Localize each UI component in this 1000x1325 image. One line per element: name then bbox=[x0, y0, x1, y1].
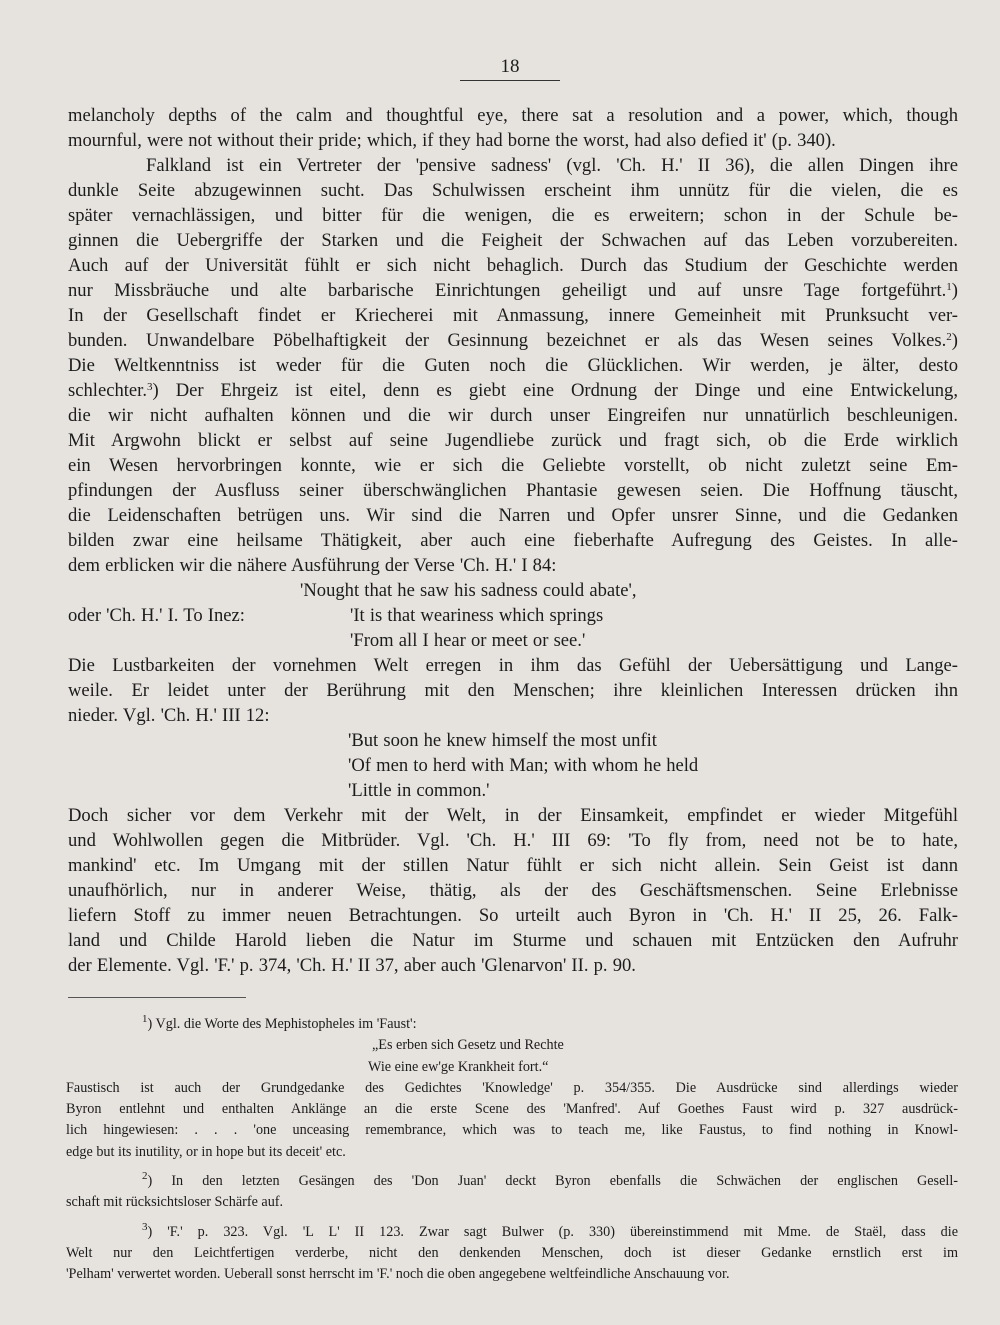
body-line: bilden zwar eine heilsame Thätigkeit, aber auch eine fieberhafte Aufregung des Geistes. In alle- bbox=[68, 530, 958, 551]
footnote-line: $^1$) Vgl. die Worte des Mephistopheles im 'Faust': bbox=[142, 1013, 417, 1032]
body-line: liefern Stoff zu immer neuen Betrachtungen. So urteilt auch Byron in 'Ch. H.' II 25, 26. Falk- bbox=[68, 905, 958, 926]
footnotes bbox=[66, 1014, 958, 1286]
body-line: dem erblicken wir die nähere Ausführung der Verse 'Ch. H.' I 84: bbox=[68, 555, 557, 576]
body-line: ginnen die Uebergriffe der Starken und die Feigheit der Schwachen auf das Leben vorzubereiten. bbox=[68, 230, 958, 251]
line-text: In den letzten Gesängen des 'Don Juan' deckt Byron ebenfalls die Schwächen der englischen Gesell- bbox=[171, 1173, 958, 1190]
verse-line bbox=[68, 603, 958, 628]
body-line: mankind' etc. Im Umgang mit der stillen Natur fühlt er sich nicht allein. Sein Geist ist dann bbox=[68, 855, 958, 876]
footnote-line: $^3$) 'F.' p. 323. Vgl. 'L L' II 123. Zwar sagt Bulwer (p. 330) übereinstimmend mit Mme. de Staël, dass die bbox=[142, 1220, 959, 1240]
body-line: dunkle Seite abzugewinnen sucht. Das Schulwissen erscheint ihm unnütz für die vielen, die es bbox=[68, 180, 958, 201]
body-line: weile. Er leidet unter der Berührung mit den Menschen; ihre kleinlichen Interessen drücken ihn bbox=[68, 680, 958, 701]
footnote-quote: Wie eine ew'ge Krankheit fort.“ bbox=[368, 1058, 549, 1075]
body-line: nieder. Vgl. 'Ch. H.' III 12: bbox=[68, 705, 270, 726]
main-text bbox=[68, 103, 958, 978]
line-text: bunden. Unwandelbare Pöbelhaftigkeit der Gesinnung bezeichnet er als das Wesen seines Volkes. bbox=[68, 330, 947, 351]
body-line: ein Wesen hervorbringen konnte, wie er sich die Geliebte vorstellt, ob nicht zuletzt seine Em- bbox=[68, 455, 958, 476]
body-line: Die Weltkenntniss ist weder für die Guten noch die Glücklichen. Wir werden, je älter, desto bbox=[68, 355, 958, 376]
footnote-ref: 3 bbox=[147, 381, 153, 393]
body-line: unaufhörlich, nur in anderer Weise, thätig, als der des Geschäftsmenschen. Seine Erlebnisse bbox=[68, 880, 958, 901]
verse-text: 'From all I hear or meet or see.' bbox=[350, 630, 586, 651]
body-line: In der Gesellschaft findet er Kriecherei mit Anmassung, innere Gemeinheit mit Prunksucht ver- bbox=[68, 305, 958, 326]
footnote-mark: 2 bbox=[142, 1170, 148, 1183]
verse-line: 'Of men to herd with Man; with whom he held bbox=[348, 755, 699, 776]
verse-lead: oder 'Ch. H.' I. To Inez: bbox=[68, 605, 245, 626]
line-text: 'F.' p. 323. Vgl. 'L L' II 123. Zwar sagt Bulwer (p. 330) übereinstimmend mit Mme. de Staël, dass die bbox=[167, 1223, 959, 1240]
footnote-divider bbox=[68, 997, 246, 998]
body-line: schlechter.$^3$) Der Ehrgeiz ist eitel, denn es giebt eine Ordnung der Dinge und eine Entwickelung, bbox=[68, 380, 958, 401]
footnote-line: lich hingewiesen: . . . 'one unceasing remembrance, which was to teach me, like Faustus, to find nothing in Knowl- bbox=[66, 1122, 958, 1139]
verse-line bbox=[68, 628, 958, 653]
body-line: Doch sicher vor dem Verkehr mit der Welt, in der Einsamkeit, empfindet er wieder Mitgefühl bbox=[68, 805, 958, 826]
body-line: der Elemente. Vgl. 'F.' p. 374, 'Ch. H.' II 37, aber auch 'Glenarvon' II. p. 90. bbox=[68, 955, 636, 976]
body-line: die wir nicht aufhalten können und die wir durch unser Eingreifen nur unnatürlich beschleunigen. bbox=[68, 405, 958, 426]
footnote-mark: 1 bbox=[142, 1013, 148, 1025]
body-line: Die Lustbarkeiten der vornehmen Welt erregen in ihm das Gefühl der Uebersättigung und Lange- bbox=[68, 655, 958, 676]
line-text: Der Ehrgeiz ist eitel, denn es giebt eine Ordnung der Dinge und eine Entwickelung, bbox=[175, 380, 958, 401]
footnote-line: $^2$) In den letzten Gesängen des 'Don Juan' deckt Byron ebenfalls die Schwächen der englischen Gesell- bbox=[142, 1170, 958, 1190]
footnote-ref: 1 bbox=[946, 281, 952, 293]
body-line: später vernachlässigen, und bitter für die wenigen, die es erweitern; schon in der Schule be- bbox=[68, 205, 958, 226]
body-line: mournful, were not without their pride; which, if they had borne the worst, had also defied it' (p. 340). bbox=[68, 130, 836, 151]
verse-line: 'Nought that he saw his sadness could abate', bbox=[300, 580, 637, 601]
footnote-line: schaft mit rücksichtsloser Schärfe auf. bbox=[66, 1194, 284, 1211]
verse-text: 'It is that weariness which springs bbox=[350, 605, 604, 626]
footnote-line: 'Pelham' verwertet worden. Ueberall sonst herrscht im 'F.' noch die oben angegebene weltfeindliche Anschauung vor. bbox=[66, 1266, 730, 1283]
body-line: Mit Argwohn blickt er selbst auf seine Jugendliebe zurück und fragt sich, ob die Erde wirklich bbox=[68, 430, 958, 451]
body-line: pfindungen der Ausfluss seiner überschwänglichen Phantasie gewesen seien. Die Hoffnung täuscht, bbox=[68, 480, 958, 501]
footnote-quote: „Es erben sich Gesetz und Rechte bbox=[372, 1037, 564, 1054]
body-line: melancholy depths of the calm and thoughtful eye, there sat a resolution and a power, which, though bbox=[68, 105, 958, 126]
body-line: die Leidenschaften betrügen uns. Wir sind die Narren und Opfer unsrer Sinne, und die Gedanken bbox=[68, 505, 958, 526]
page-number: 18 bbox=[460, 56, 560, 81]
footnote-line: Faustisch ist auch der Grundgedanke des Gedichtes 'Knowledge' p. 354/355. Die Ausdrücke sind allerdings wieder bbox=[66, 1079, 958, 1096]
verse-line: 'But soon he knew himself the most unfit bbox=[348, 730, 657, 751]
footnote-line: edge but its inutility, or in hope but its deceit' etc. bbox=[66, 1143, 346, 1160]
footnote-mark: 3 bbox=[142, 1220, 148, 1233]
body-line: bunden. Unwandelbare Pöbelhaftigkeit der Gesinnung bezeichnet er als das Wesen seines Volkes.$^2$) bbox=[68, 330, 958, 351]
body-line: nur Missbräuche und alte barbarische Einrichtungen geheiligt und auf unsre Tage fortgeführt.$^1$) bbox=[68, 280, 958, 301]
footnote-ref: 2 bbox=[946, 331, 952, 343]
footnote-line: Welt nur den Leichtfertigen verderbe, nicht den denkenden Menschen, doch ist dieser Gedanke ernstlich erst im bbox=[66, 1244, 958, 1261]
body-line: Falkland ist ein Vertreter der 'pensive sadness' (vgl. 'Ch. H.' II 36), die allen Dingen ihre bbox=[146, 155, 958, 176]
body-line: Auch auf der Universität fühlt er sich nicht behaglich. Durch das Studium der Geschichte werden bbox=[68, 255, 958, 276]
line-text: nur Missbräuche und alte barbarische Einrichtungen geheiligt und auf unsre Tage fortgeführt. bbox=[68, 280, 947, 301]
body-line: und Wohlwollen gegen die Mitbrüder. Vgl. 'Ch. H.' III 69: 'To fly from, need not be to hate, bbox=[68, 830, 958, 851]
footnote-line: Byron entlehnt und enthalten Anklänge an die erste Scene des 'Manfred'. Auf Goethes Faust wird p. 327 ausdrück- bbox=[66, 1101, 958, 1118]
line-text: schlechter. bbox=[68, 380, 147, 401]
body-line: land und Childe Harold lieben die Natur im Sturme und schauen mit Entzücken den Aufruhr bbox=[68, 930, 958, 951]
line-text: Vgl. die Worte des Mephistopheles im 'Faust': bbox=[155, 1016, 417, 1032]
verse-line: 'Little in common.' bbox=[348, 780, 490, 801]
